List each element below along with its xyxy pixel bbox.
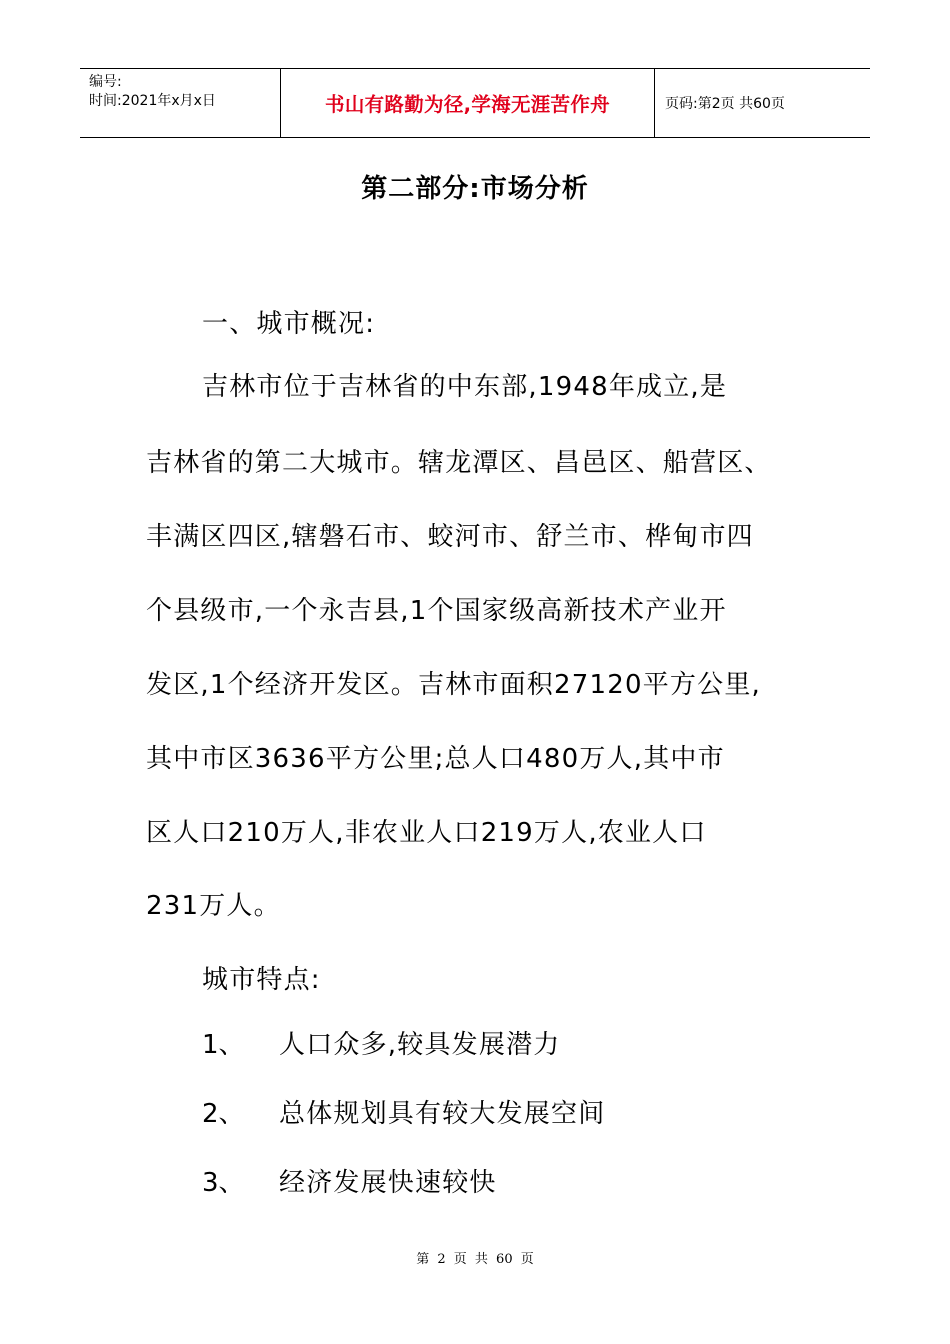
feature-number: 2、 [202, 1099, 245, 1129]
paragraph-line: 吉林市位于吉林省的中东部,1948年成立,是 [202, 372, 728, 402]
paragraph-line: 区人口210万人,非农业人口219万人,农业人口 [146, 818, 707, 848]
feature-text: 经济发展快速较快 [279, 1168, 497, 1198]
feature-text: 总体规划具有较大发展空间 [279, 1099, 606, 1129]
paragraph-line: 其中市区3636平方公里;总人口480万人,其中市 [146, 744, 725, 774]
section-heading: 一、城市概况: [202, 309, 376, 339]
header-page-info: 页码:第2页 共60页 [665, 96, 785, 112]
number-label: 编号: [89, 74, 122, 90]
paragraph-line: 个县级市,一个永吉县,1个国家级高新技术产业开 [146, 596, 727, 626]
paragraph-line: 231万人。 [146, 891, 281, 921]
feature-text: 人口众多,较具发展潜力 [279, 1030, 561, 1060]
page-footer: 第 2 页 共 60 页 [416, 1252, 534, 1267]
feature-number: 3、 [202, 1168, 245, 1198]
paragraph-line: 发区,1个经济开发区。吉林市面积27120平方公里, [146, 670, 761, 700]
feature-number: 1、 [202, 1030, 245, 1060]
paragraph-line: 吉林省的第二大城市。辖龙潭区、昌邑区、船营区、 [146, 448, 772, 478]
page-title: 第二部分:市场分析 [361, 174, 589, 204]
header-meta [80, 69, 281, 137]
features-heading: 城市特点: [202, 965, 321, 995]
paragraph-line: 丰满区四区,辖磐石市、蛟河市、舒兰市、桦甸市四 [146, 522, 754, 552]
time-label: 时间:2021年x月x日 [89, 93, 216, 109]
header-motto [281, 69, 655, 137]
page-header [80, 68, 870, 138]
motto-text: 书山有路勤为径,学海无涯苦作舟 [325, 93, 610, 116]
